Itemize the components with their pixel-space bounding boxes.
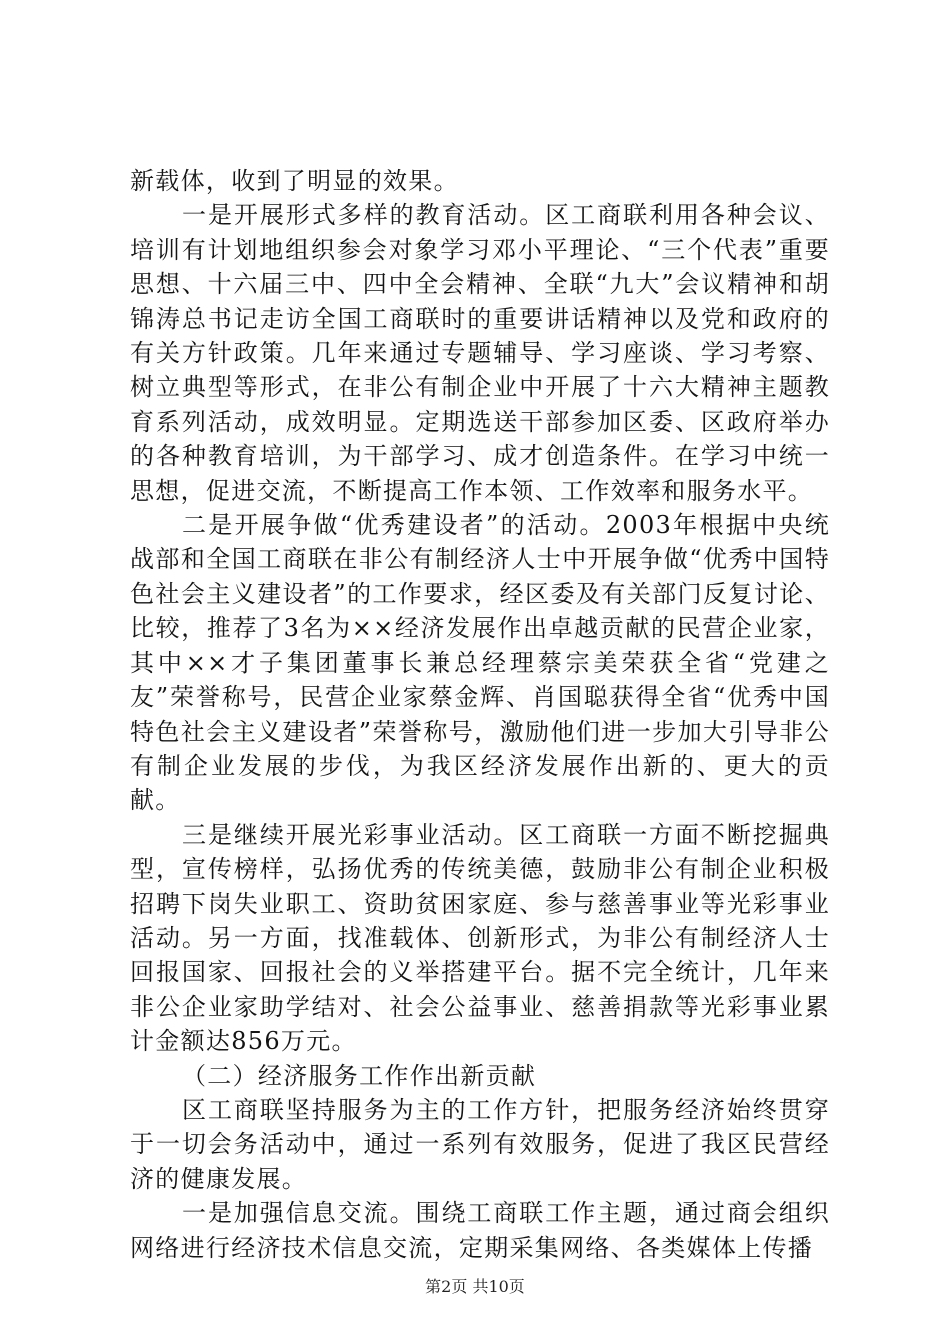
page-number: 第2页 共10页 <box>425 1277 525 1296</box>
paragraph: 新载体，收到了明显的效果。 <box>130 167 459 195</box>
document-body <box>130 164 830 1265</box>
paragraph: 区工商联坚持服务为主的工作方针，把服务经济始终贯穿于一切会务活动中，通过一系列有效服务，促进了我区民营经济的健康发展。 <box>130 1095 830 1193</box>
paragraph: 一是开展形式多样的教育活动。区工商联利用各种会议、培训有计划地组织参会对象学习邓小平理论、“三个代表”重要思想、十六届三中、四中全会精神、全联“九大”会议精神和胡锦涛总书记走访全国工商联时的重要讲话精神以及党和政府的有关方针政策。几年来通过专题辅导、学习座谈、学习考察、树立典型等形式，在非公有制企业中开展了十六大精神主题教育系列活动，成效明显。定期选送干部参加区委、区政府举办的各种教育培训，为干部学习、成才创造条件。在学习中统一思想，促进交流，不断提高工作本领、工作效率和服务水平。 <box>130 201 830 505</box>
paragraph: 一是加强信息交流。围绕工商联工作主题，通过商会组织网络进行经济技术信息交流，定期采集网络、各类媒体上传播 <box>130 1199 830 1262</box>
section-heading: （二）经济服务工作作出新贡献 <box>182 1061 537 1090</box>
paragraph: 二是开展争做“优秀建设者”的活动。2003年根据中央统战部和全国工商联在非公有制经济人士中开展争做“优秀中国特色社会主义建设者”的工作要求，经区委及有关部门反复讨论、比较，推荐了3名为××经济发展作出卓越贡献的民营企业家，其中××才子集团董事长兼总经理蔡宗美荣获全省“党建之友”荣誉称号，民营企业家蔡金辉、肖国聪获得全省“优秀中国特色社会主义建设者”荣誉称号，激励他们进一步加大引导非公有制企业发展的步伐，为我区经济发展作出新的、更大的贡献。 <box>130 511 830 815</box>
paragraph: 三是继续开展光彩事业活动。区工商联一方面不断挖掘典型，宣传榜样，弘扬优秀的传统美德，鼓励非公有制企业积极招聘下岗失业职工、资助贫困家庭、参与慈善事业等光彩事业活动。另一方面，找准载体、创新形式，为非公有制经济人士回报国家、回报社会的义举搭建平台。据不完全统计，几年来非公企业家助学结对、社会公益事业、慈善捐款等光彩事业累计金额达856万元。 <box>130 820 830 1056</box>
